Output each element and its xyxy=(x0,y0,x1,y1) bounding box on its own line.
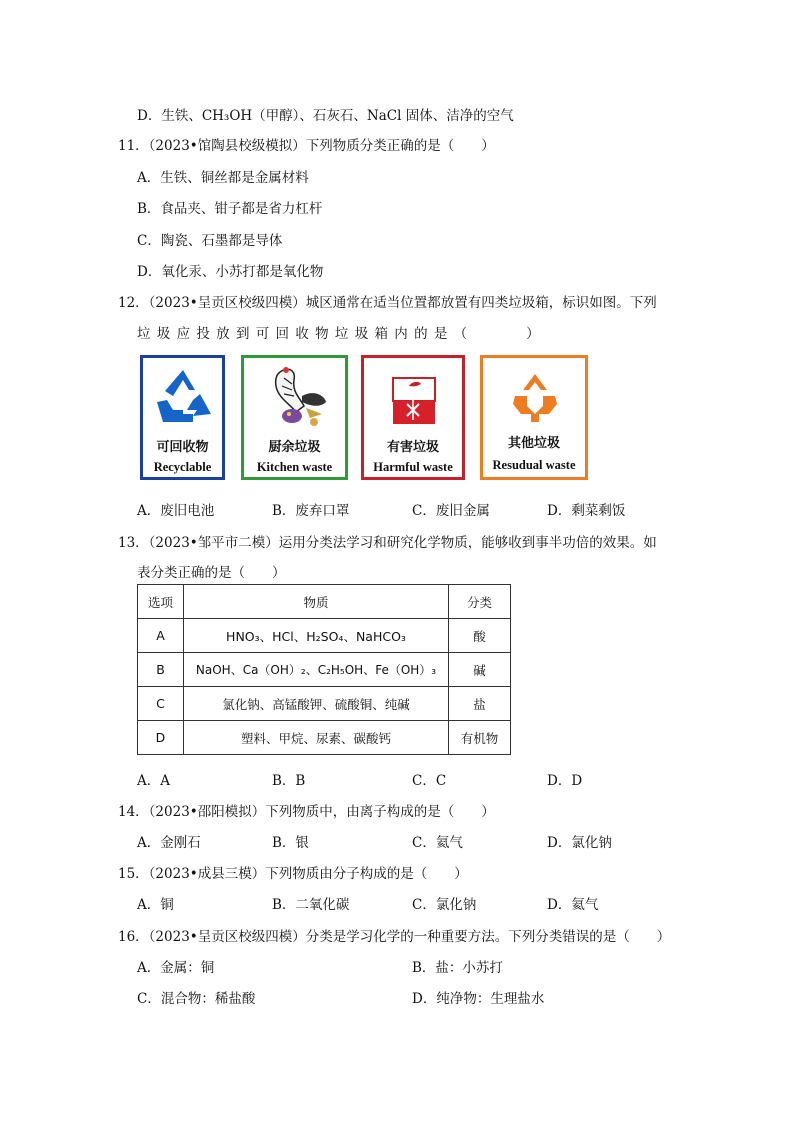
table-cell: 碱 xyxy=(449,653,511,687)
q16-option-d: D．纯净物：生理盐水 xyxy=(412,991,545,1007)
table-row xyxy=(138,619,511,653)
q11-option-b: B．食品夹、钳子都是省力杠杆 xyxy=(137,201,323,217)
table-cell: 有机物 xyxy=(449,721,511,755)
recyclable-label-cn: 可回收物 xyxy=(156,440,209,455)
table-row xyxy=(138,721,511,755)
fishbone-food-icon xyxy=(266,364,328,430)
residual-label-cn: 其他垃圾 xyxy=(507,436,560,451)
q15-option-b: B．二氧化碳 xyxy=(272,897,350,913)
table-cell: HNO₃、HCl、H₂SO₄、NaHCO₃ xyxy=(184,619,449,653)
table-cell: 酸 xyxy=(449,619,511,653)
table-cell: D xyxy=(138,721,184,755)
q13-option-c: C．C xyxy=(412,773,447,789)
recyclable-label-en: Recyclable xyxy=(153,460,212,474)
q11-option-c: C．陶瓷、石墨都是导体 xyxy=(137,233,283,249)
table-header-cell: 物质 xyxy=(184,585,449,619)
classification-table xyxy=(137,584,511,755)
residual-label-en: Resudual waste xyxy=(492,458,576,472)
table-row xyxy=(138,687,511,721)
table-cell: A xyxy=(138,619,184,653)
q14-option-a: A．金刚石 xyxy=(137,835,201,851)
q11-stem: 11．（2023•馆陶县校级模拟）下列物质分类正确的是（ ） xyxy=(118,138,495,154)
other-waste-icon xyxy=(511,372,559,424)
table-header-row xyxy=(138,585,511,619)
q14-option-b: B．银 xyxy=(272,835,309,851)
table-cell: 盐 xyxy=(449,687,511,721)
table-cell: B xyxy=(138,653,184,687)
harmful-label-en: Harmful waste xyxy=(373,460,453,474)
q16-option-a: A．金属：铜 xyxy=(137,960,215,976)
q16-option-c: C．混合物：稀盐酸 xyxy=(137,991,256,1007)
q15-stem: 15．（2023•成县三模）下列物质由分子构成的是（ ） xyxy=(118,866,468,882)
q12-option-d: D．剩菜剩饭 xyxy=(547,503,626,519)
q16-option-b: B．盐：小苏打 xyxy=(412,960,503,976)
table-cell: C xyxy=(138,687,184,721)
q12-option-b: B．废弃口罩 xyxy=(272,503,350,519)
q15-option-d: D．氦气 xyxy=(547,897,599,913)
q13-stem-line2: 表分类正确的是（ ） xyxy=(137,565,286,581)
table-cell: 氯化钠、高锰酸钾、硫酸铜、纯碱 xyxy=(184,687,449,721)
q13-option-d: D．D xyxy=(547,773,583,789)
kitchen-label-cn: 厨余垃圾 xyxy=(268,440,321,455)
recyclable-bin-sign xyxy=(140,355,225,480)
q10-option-d: D．生铁、CH₃OH（甲醇）、石灰石、NaCl 固体、洁净的空气 xyxy=(137,108,514,124)
q14-option-c: C．氦气 xyxy=(412,835,463,851)
q13-option-a: A．A xyxy=(137,773,170,789)
residual-waste-bin-sign xyxy=(480,355,588,480)
kitchen-waste-bin-sign xyxy=(241,355,348,480)
q12-option-a: A．废旧电池 xyxy=(137,503,215,519)
table-cell: 塑料、甲烷、尿素、碳酸钙 xyxy=(184,721,449,755)
harmful-label-cn: 有害垃圾 xyxy=(386,440,439,455)
table-row xyxy=(138,653,511,687)
q13-option-b: B．B xyxy=(272,773,306,789)
table-header-cell: 选项 xyxy=(138,585,184,619)
table-cell: NaOH、Ca（OH）₂、C₂H₅OH、Fe（OH）₃ xyxy=(184,653,449,687)
q16-stem: 16．（2023•呈贡区校级四模）分类是学习化学的一种重要方法。下列分类错误的是（ ） xyxy=(118,929,671,945)
q12-option-c: C．废旧金属 xyxy=(412,503,490,519)
q14-option-d: D．氯化钠 xyxy=(547,835,612,851)
table-header-cell: 分类 xyxy=(449,585,511,619)
q15-option-c: C．氯化钠 xyxy=(412,897,477,913)
q13-stem-line1: 13．（2023•邹平市二模）运用分类法学习和研究化学物质，能够收到事半功倍的效果。如 xyxy=(118,535,657,551)
harmful-waste-bin-sign xyxy=(361,355,465,480)
q12-stem-line2: 垃 圾 应 投 放 到 可 回 收 物 垃 圾 箱 内 的 是 （ ） xyxy=(137,326,541,342)
q11-option-a: A．生铁、铜丝都是金属材料 xyxy=(137,170,309,186)
q15-option-a: A．铜 xyxy=(137,897,174,913)
kitchen-label-en: Kitchen waste xyxy=(256,460,333,474)
recycle-icon xyxy=(153,368,213,426)
hazard-battery-icon xyxy=(391,376,437,426)
q14-stem: 14．（2023•邵阳模拟）下列物质中，由离子构成的是（ ） xyxy=(118,804,495,820)
q12-stem-line1: 12．（2023•呈贡区校级四模）城区通常在适当位置都放置有四类垃圾箱，标识如图。下列 xyxy=(118,295,657,311)
q11-option-d: D．氧化汞、小苏打都是氧化物 xyxy=(137,264,324,280)
